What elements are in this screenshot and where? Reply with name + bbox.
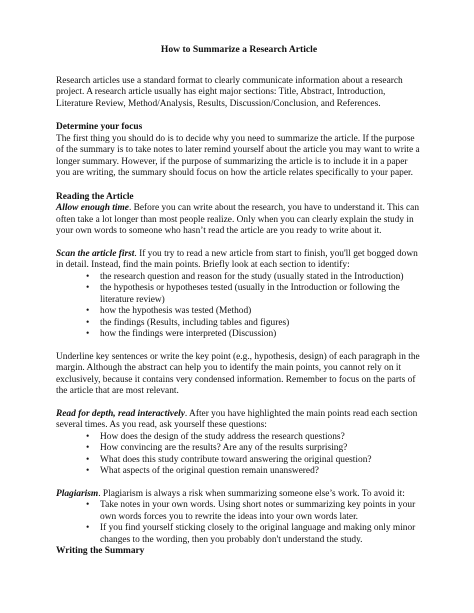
writing-summary-heading: Writing the Summary [56,546,145,556]
list-item [86,329,422,341]
bullet-icon: • [86,523,90,533]
bullet-icon: • [86,500,90,510]
plagiarism-list [56,500,422,546]
scan-paragraph [56,249,422,272]
list-item-text: how the findings were interpreted (Discussion) [100,329,277,339]
list-item-text: What does this study contribute toward answering the original question? [100,454,372,465]
bullet-icon: • [86,317,90,328]
list-item [86,455,422,467]
list-item-text: the hypothesis or hypotheses tested (usually in the Introduction or following the literature review) [100,283,400,305]
focus-paragraph: The first thing you should do is to decide why you need to summarize the article. If the purpose of the summary is to take notes to later remind yourself about the article you may want to write a longer summary. However, if the purpose of summarizing the article is to include it in a paper you are writing, the summary should focus on how the article relates specifically to your paper. [56,133,420,178]
scan-lead: Scan the article first [56,248,135,259]
reading-heading: Reading the Article [56,191,134,202]
depth-text: . After you have highlighted the main points read each section several times. As you read, ask yourself these questions: [56,408,418,430]
bullet-icon: • [86,329,90,339]
document-title: How to Summarize a Research Article [160,44,318,55]
scan-list [56,272,422,341]
bullet-icon: • [86,466,90,476]
list-item [86,272,422,284]
list-item-text: the research question and reason for the study (usually stated in the Introduction) [100,271,404,282]
bullet-icon: • [86,306,90,316]
bullet-icon: • [86,454,90,465]
list-item-text: How convincing are the results? Are any of the results surprising? [100,443,348,453]
list-item [86,523,422,546]
bullet-icon: • [86,443,90,453]
focus-heading: Determine your focus [56,122,143,132]
list-item-text: how the hypothesis was tested (Method) [100,306,252,316]
scan-text: . If you try to read a new article from start to finish, you'll get bogged down in detail. Instead, find the main points. Briefly look at each section to identify: [56,248,418,270]
list-item [86,500,422,523]
list-item [86,443,422,455]
depth-paragraph [56,409,422,432]
bullet-icon: • [86,283,90,293]
list-item-text: If you find yourself sticking closely to the original language and making only minor changes to the wording, then you probably don't understand the study. [100,523,416,545]
allow-time-text: . Before you can write about the research, you have to understand it. This can often take a lot longer than most people realize. Only when you can clearly explain the study in your own words to someone who hasn’t read the article are you ready to write about it. [56,203,420,236]
depth-list [56,432,422,478]
underline-paragraph: Underline key sentences or write the key point (e.g., hypothesis, design) of each paragraph in the margin. Although the abstract can help you to identify the main points, you cannot rely on it exclusively, because it contains very condensed information. Remember to focus on the parts of the article that are most relevant. [56,351,420,396]
plagiarism-paragraph [56,489,422,501]
allow-time-paragraph [56,203,422,238]
bullet-icon: • [86,431,90,442]
intro-paragraph: Research articles use a standard format to clearly communicate information about a research project. A research article usually has eight major sections: Title, Abstract, Introduction, Literature Review, Method/Analysis, Results, Discussion/Conclusion, and References. [56,75,403,109]
plagiarism-text: . Plagiarism is always a risk when summarizing someone else’s work. To avoid it: [98,488,405,499]
list-item-text: How does the design of the study address the research questions? [100,431,345,442]
list-item [86,432,422,444]
list-item-text: What aspects of the original question remain unanswered? [100,466,319,476]
list-item [86,318,422,330]
depth-lead: Read for depth, read interactively [56,408,185,419]
list-item [86,466,422,478]
plagiarism-lead: Plagiarism [56,488,99,499]
list-item-text: Take notes in your own words. Using short notes or summarizing key points in your own words forces you to rewrite the ideas into your own words later. [100,500,416,522]
list-item [86,283,422,306]
allow-time-lead: Allow enough time [56,203,129,213]
list-item [86,306,422,318]
list-item-text: the findings (Results, including tables and figures) [100,317,290,328]
bullet-icon: • [86,271,90,282]
